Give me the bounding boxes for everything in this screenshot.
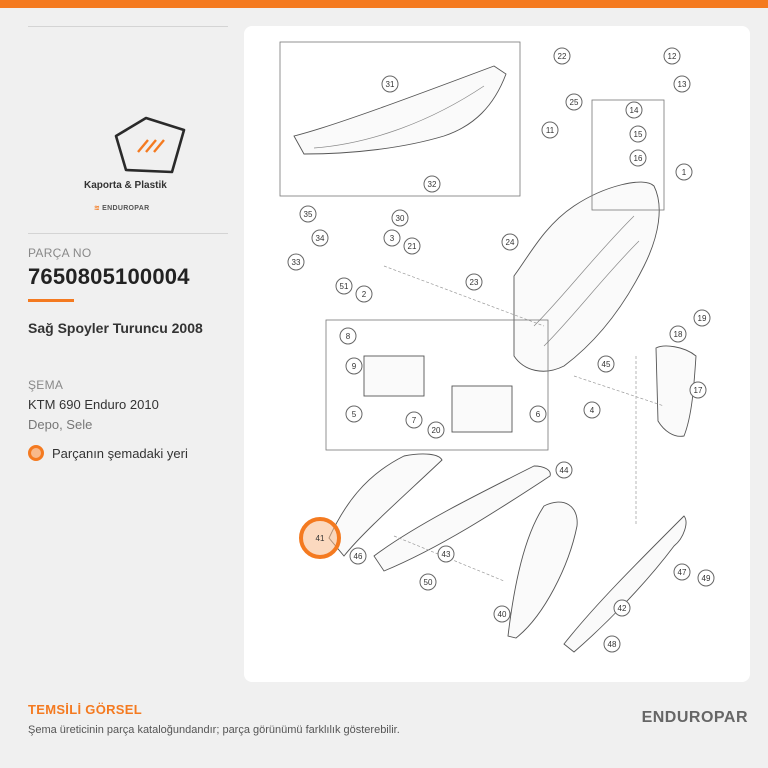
callout-label-49: 49 — [701, 574, 711, 583]
callout-label-42: 42 — [617, 604, 627, 613]
callout-label-40: 40 — [497, 610, 507, 619]
callout-label-4: 4 — [589, 406, 595, 415]
number-plate-shape — [508, 502, 577, 638]
callout-label-12: 12 — [667, 52, 677, 61]
schema-label: ŞEMA — [28, 378, 64, 392]
callout-label-34: 34 — [315, 234, 325, 243]
callout-label-46: 46 — [353, 552, 363, 561]
category-brand: ≋ ENDUROPAR — [94, 205, 150, 212]
callout-label-21: 21 — [407, 242, 417, 251]
legend-label: Parçanın şemadaki yeri — [52, 445, 188, 461]
callout-label-2: 2 — [361, 290, 367, 299]
footer-note: Şema üreticinin parça kataloğundandır; parça görünümü farklılık gösterebilir. — [28, 724, 400, 736]
seat-shape — [294, 66, 506, 154]
callout-label-13: 13 — [677, 80, 687, 89]
callout-label-22: 22 — [557, 52, 567, 61]
callout-label-24: 24 — [505, 238, 515, 247]
callout-label-32: 32 — [427, 180, 437, 189]
part-name: Sağ Spoyler Turuncu 2008 — [28, 320, 203, 336]
part-number-label: PARÇA NO — [28, 246, 92, 260]
callout-label-6: 6 — [535, 410, 541, 419]
bracket-right — [452, 386, 512, 432]
callout-label-3: 3 — [389, 234, 395, 243]
exploded-parts-diagram — [244, 26, 750, 682]
callout-label-9: 9 — [351, 362, 357, 371]
callout-label-14: 14 — [629, 106, 639, 115]
callout-label-23: 23 — [469, 278, 479, 287]
divider — [28, 26, 228, 27]
callout-label-20: 20 — [431, 426, 441, 435]
callout-label-17: 17 — [693, 386, 703, 395]
bracket-left — [364, 356, 424, 396]
callout-label-44: 44 — [559, 466, 569, 475]
callout-label-1: 1 — [681, 168, 687, 177]
callout-label-25: 25 — [569, 98, 579, 107]
right-side-panel-shape — [564, 516, 686, 652]
brand-logo-icon: ≋ — [94, 205, 101, 212]
callout-label-43: 43 — [441, 550, 451, 559]
callout-label-47: 47 — [677, 568, 687, 577]
fairing-pentagon-icon — [112, 114, 188, 181]
tank-shape — [514, 182, 659, 371]
callout-label-50: 50 — [423, 578, 433, 587]
orange-circle-marker-icon — [28, 445, 44, 461]
schema-section: Depo, Sele — [28, 417, 93, 432]
callout-label-35: 35 — [303, 210, 313, 219]
callout-label-51: 51 — [339, 282, 349, 291]
callout-label-5: 5 — [351, 410, 357, 419]
legend — [28, 445, 188, 461]
divider — [28, 233, 228, 234]
part-number: 7650805100004 — [28, 264, 190, 289]
exploded-diagram-panel — [244, 26, 750, 682]
top-accent-bar — [0, 0, 768, 8]
callout-label-18: 18 — [673, 330, 683, 339]
callout-label-33: 33 — [291, 258, 301, 267]
footer-title: TEMSİLİ GÖRSEL — [28, 702, 142, 717]
callout-label-8: 8 — [345, 332, 351, 341]
category-title: Kaporta & Plastik — [84, 180, 167, 191]
callout-label-48: 48 — [607, 640, 617, 649]
footer-brand: ENDUROPAR — [641, 709, 748, 726]
callout-label-11: 11 — [545, 126, 555, 135]
accent-rule — [28, 299, 74, 302]
callout-label-7: 7 — [411, 416, 417, 425]
callout-label-45: 45 — [601, 360, 611, 369]
callout-label-30: 30 — [395, 214, 405, 223]
schema-model: KTM 690 Enduro 2010 — [28, 397, 159, 412]
callout-label-15: 15 — [633, 130, 643, 139]
highlighted-callout-label: 41 — [315, 534, 325, 543]
callout-label-31: 31 — [385, 80, 395, 89]
callout-label-16: 16 — [633, 154, 643, 163]
callout-label-19: 19 — [697, 314, 707, 323]
